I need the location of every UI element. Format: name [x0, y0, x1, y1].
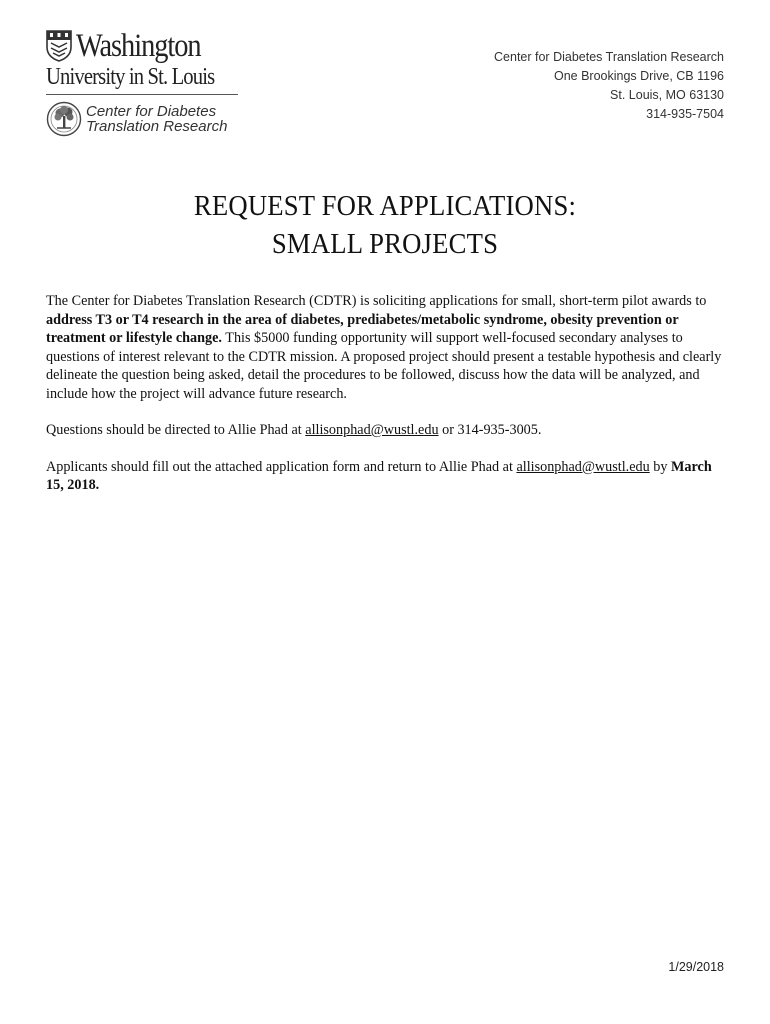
- contact-email-link[interactable]: allisonphad@wustl.edu: [305, 422, 439, 438]
- intro-text-2: This $5000 funding opportunity will support well-focused secondary analyses to questions of interest relevant to the CDTR mission. A proposed project should present a testable hypothesis and clearly delineate the question being asked, detail the procedures to be followed, discuss how the data will be analyzed, and include how the project will advance future research.: [46, 330, 722, 402]
- shield-icon: [46, 30, 72, 62]
- title-line-2: SMALL PROJECTS: [271, 228, 499, 260]
- center-name-line1: Center for Diabetes: [86, 103, 217, 120]
- document-title: [31, 187, 739, 263]
- submission-email-link[interactable]: allisonphad@wustl.edu: [516, 458, 650, 475]
- questions-paragraph: [46, 421, 730, 440]
- address-phone: 314-935-7504: [646, 107, 724, 121]
- address-block: [494, 48, 724, 124]
- submission-paragraph: [46, 458, 730, 495]
- logo-block: [46, 30, 246, 137]
- logo-divider: [46, 94, 238, 95]
- questions-text-1: Questions should be directed to Allie Phad at: [46, 422, 306, 438]
- title-line-1: REQUEST FOR APPLICATIONS:: [193, 190, 577, 222]
- submission-text-1: Applicants should fill out the attached application form and return to Allie Phad at: [46, 458, 517, 475]
- body-text: [46, 292, 730, 513]
- questions-text-2: or 314-935-3005.: [438, 422, 542, 438]
- address-line-2: One Brookings Drive, CB 1196: [554, 69, 724, 83]
- university-logo: [46, 30, 246, 62]
- center-logo: [46, 101, 246, 137]
- intro-bold-text: address T3 or T4 research in the area of diabetes, prediabetes/metabolic syndrome, obesity prevention or treatment or lifestyle change.: [46, 311, 679, 346]
- university-subtitle: University in St. Louis: [46, 64, 215, 90]
- intro-text-1: The Center for Diabetes Translation Research (CDTR) is soliciting applications for small, short-term pilot awards to: [46, 293, 707, 309]
- university-name: Washington: [76, 28, 201, 64]
- address-line-1: Center for Diabetes Translation Research: [494, 50, 724, 64]
- intro-paragraph: [46, 292, 730, 403]
- center-name: [86, 104, 227, 134]
- deadline-date: March 15, 2018.: [46, 458, 712, 493]
- tree-emblem-icon: [46, 101, 82, 137]
- center-name-line2: Translation Research: [86, 118, 228, 135]
- footer-date: 1/29/2018: [668, 960, 724, 974]
- address-line-3: St. Louis, MO 63130: [610, 88, 724, 102]
- submission-text-2: by: [649, 458, 671, 475]
